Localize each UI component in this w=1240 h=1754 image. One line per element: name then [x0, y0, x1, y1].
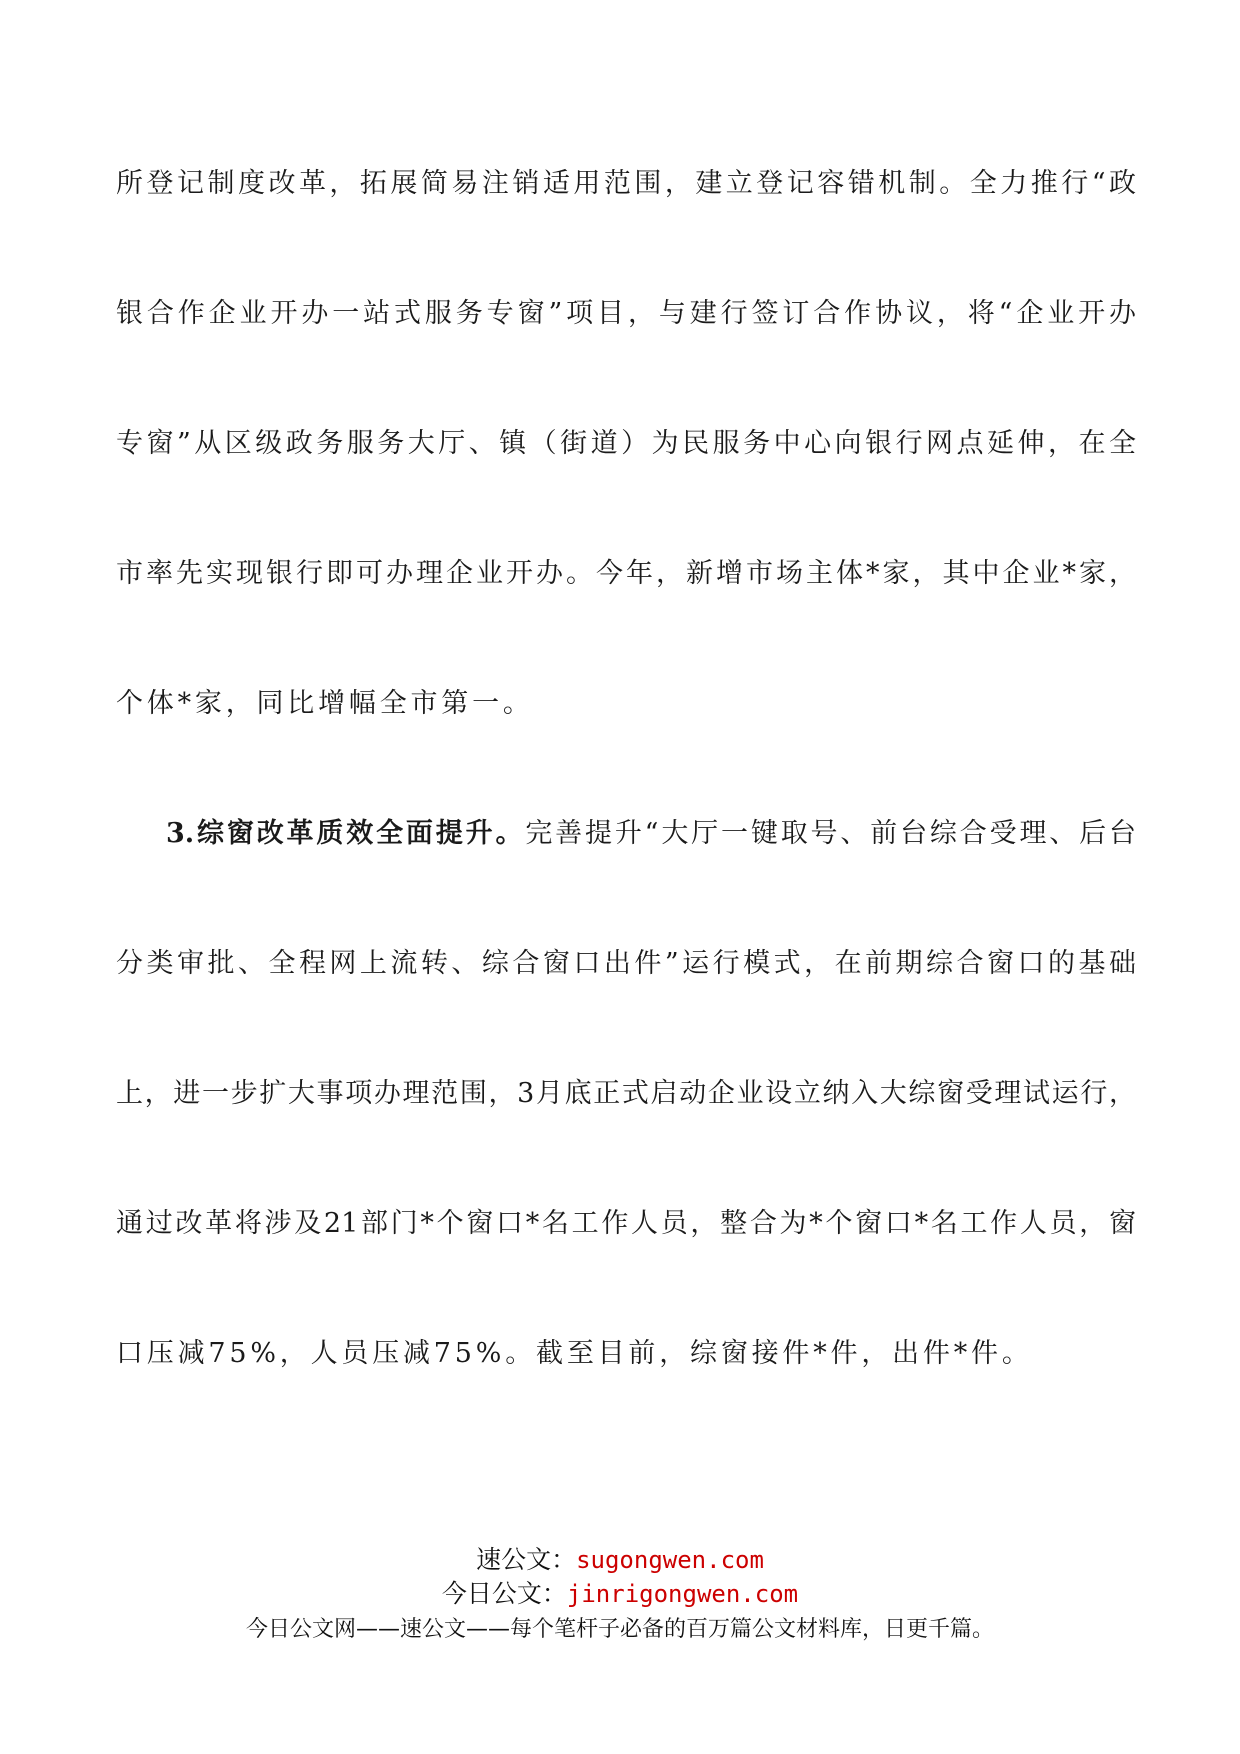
paragraph-line: 专窗”从区级政务服务大厅、镇（街道）为民服务中心向银行网点延伸，在全 — [116, 428, 1136, 459]
paragraph-line: 市率先实现银行即可办理企业开办。今年，新增市场主体*家，其中企业*家， — [116, 558, 1136, 589]
paragraph-line: 所登记制度改革，拓展简易注销适用范围，建立登记容错机制。全力推行“政 — [116, 168, 1136, 199]
paragraph-line: 上，进一步扩大事项办理范围，3月底正式启动企业设立纳入大综窗受理试运行， — [116, 1078, 1136, 1109]
section-3-first-line — [116, 814, 1136, 854]
paragraph-line: 通过改革将涉及21部门*个窗口*名工作人员，整合为*个窗口*名工作人员，窗 — [116, 1208, 1136, 1239]
paragraph-line: 口压减75%，人员压减75%。截至目前，综窗接件*件，出件*件。 — [116, 1338, 1033, 1369]
footer-row-sugongwen — [0, 1543, 1240, 1577]
paragraph-line: 分类审批、全程网上流转、综合窗口出件”运行模式，在前期综合窗口的基础 — [116, 948, 1136, 979]
footer-label: 速公文： — [476, 1545, 577, 1574]
section-3-text: 完善提升“大厅一键取号、前台综合受理、后台 — [525, 818, 1136, 849]
paragraph-line: 个体*家，同比增幅全市第一。 — [116, 688, 534, 719]
section-3-heading: 3.综窗改革质效全面提升。 — [166, 818, 526, 849]
footer — [0, 1543, 1240, 1647]
footer-link[interactable]: jinrigongwen.com — [566, 1580, 799, 1608]
document-body — [116, 164, 1136, 1464]
footer-slogan: 今日公文网——速公文——每个笔杆子必备的百万篇公文材料库，日更千篇。 — [245, 1617, 994, 1642]
footer-label: 今日公文： — [441, 1579, 567, 1608]
paragraph-line: 银合作企业开办一站式服务专窗”项目，与建行签订合作协议，将“企业开办 — [116, 298, 1136, 329]
footer-link[interactable]: sugongwen.com — [576, 1546, 764, 1574]
footer-row-jinrigongwen — [0, 1577, 1240, 1611]
